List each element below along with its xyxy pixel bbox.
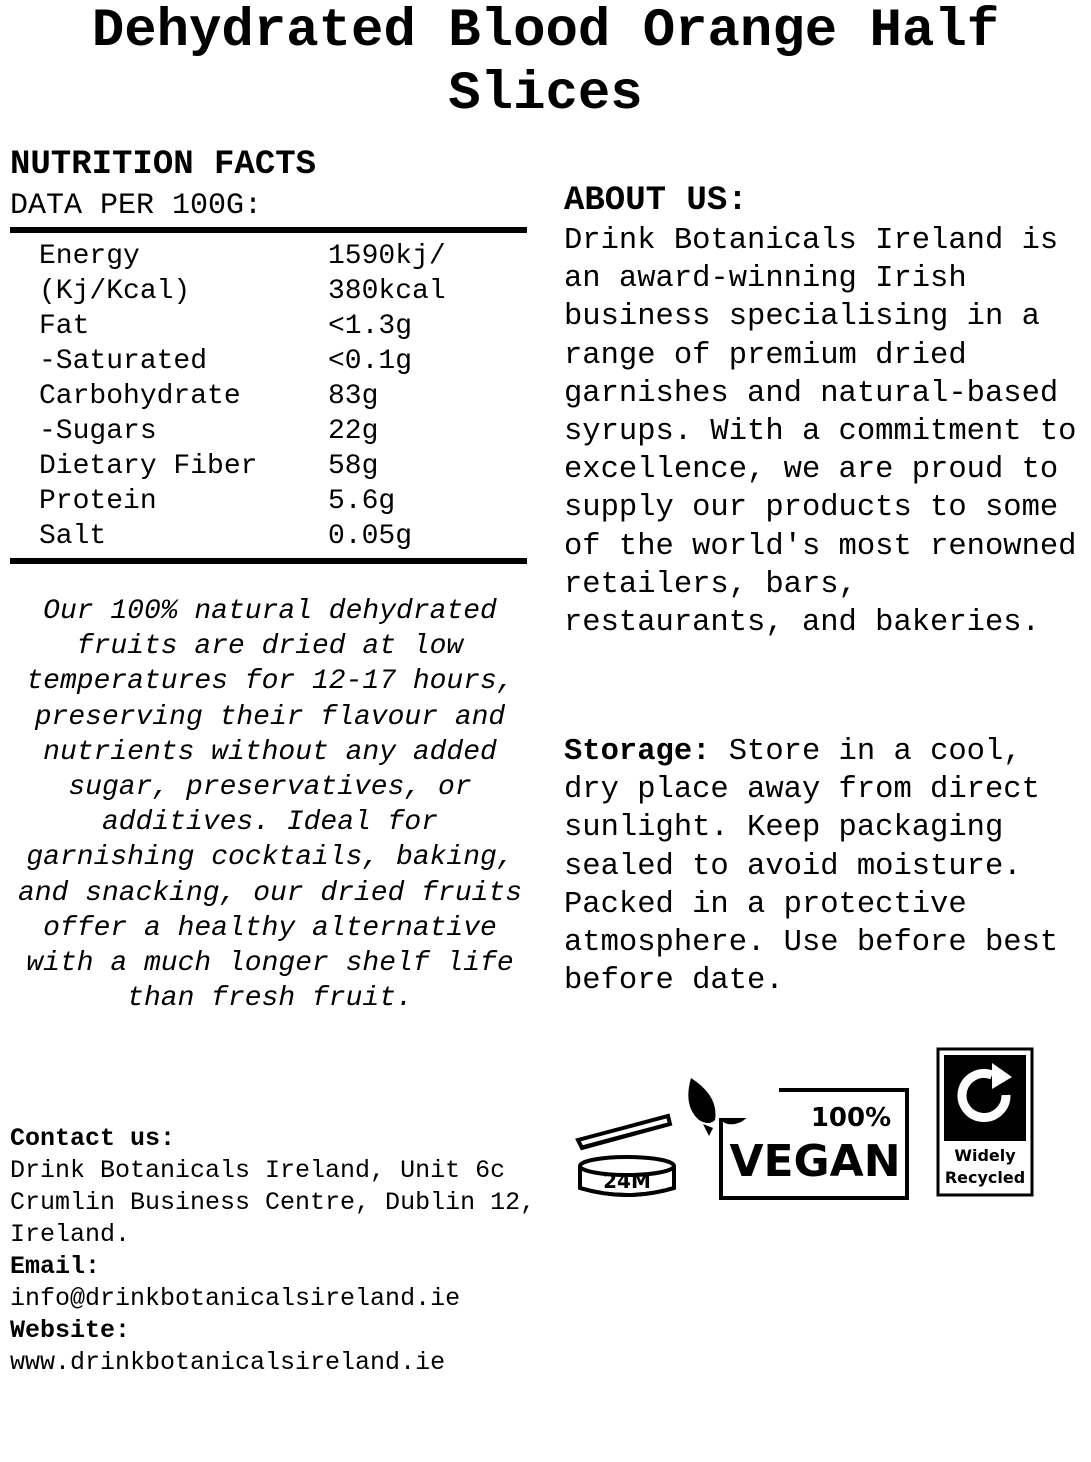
nutrient-name: Carbohydrate xyxy=(39,381,241,412)
nutrition-table xyxy=(10,227,527,564)
certification-icons xyxy=(560,1040,1080,1220)
product-title: Dehydrated Blood Orange Half Slices xyxy=(91,1,1000,125)
contact-address: Drink Botanicals Ireland, Unit 6c Crumlin Business Centre, Dublin 12, Ireland. xyxy=(10,1156,536,1249)
nutrition-row xyxy=(10,379,527,414)
about-text: Drink Botanicals Ireland is an award-winning Irish business specialising in a range of premium dried garnishes and natural-based syrups. With a commitment to excellence, we are proud to supply our products to some of the world's most renowned retailers, bars, restaurants, and bakeries. xyxy=(564,224,1077,641)
nutrition-row xyxy=(10,344,527,379)
nutrition-row xyxy=(10,414,527,449)
vegan-percent: 100% xyxy=(810,1103,892,1133)
nutrient-name: -Sugars xyxy=(39,416,157,447)
nutrient-value: 1590kj/ xyxy=(328,241,446,272)
recycle-badge xyxy=(936,1047,1036,1199)
nutrient-name: Energy xyxy=(39,241,140,272)
nutrient-value: 58g xyxy=(328,451,379,482)
nutrient-name: Protein xyxy=(39,486,157,517)
nutrition-row xyxy=(10,309,527,344)
nutrient-value: <1.3g xyxy=(328,311,413,342)
pao-label: 24M xyxy=(603,1169,651,1193)
vegan-badge xyxy=(685,1076,910,1206)
open-jar-icon xyxy=(572,1098,682,1218)
contact-label: Contact us: xyxy=(10,1124,176,1153)
nutrition-row xyxy=(10,519,527,554)
nutrition-heading: NUTRITION FACTS xyxy=(10,146,317,184)
storage-label: Storage: xyxy=(564,735,711,769)
vegan-label: VEGAN xyxy=(729,1136,901,1187)
nutrient-value: 22g xyxy=(328,416,379,447)
recycle-line2: Recycled xyxy=(944,1168,1026,1187)
website-label: Website: xyxy=(10,1316,131,1345)
product-description: Our 100% natural dehydrated fruits are dried at low temperatures for 12-17 hours, preserving their flavour and nutrients without any added sugar, preservatives, or additives. Ideal for garnishing cocktails, baking, and snacking, our dried fruits offer a healthy alternative with a much longer shelf life than fresh fruit. xyxy=(17,596,523,1015)
storage-block xyxy=(564,733,1084,1000)
nutrient-name: Fat xyxy=(39,311,90,342)
about-heading: ABOUT US: xyxy=(564,182,748,220)
storage-text: Store in a cool, dry place away from direct sunlight. Keep packaging sealed to avoid moisture. Packed in a protective atmosphere. Use before best before date. xyxy=(564,735,1059,999)
nutrition-row xyxy=(10,449,527,484)
nutrient-value: 5.6g xyxy=(328,486,396,517)
nutrition-row xyxy=(10,274,527,309)
nutrition-per: DATA PER 100G: xyxy=(10,189,263,223)
recycle-line1: Widely xyxy=(954,1146,1016,1165)
nutrient-name: Salt xyxy=(39,521,107,552)
email-label: Email: xyxy=(10,1252,101,1281)
website-link[interactable]: www.drinkbotanicalsireland.ie xyxy=(10,1348,446,1377)
nutrient-value: 83g xyxy=(328,381,379,412)
contact-block xyxy=(10,1123,540,1379)
nutrient-name: Dietary Fiber xyxy=(39,451,258,482)
nutrient-value: <0.1g xyxy=(328,346,413,377)
nutrient-name: -Saturated xyxy=(39,346,208,377)
nutrition-row xyxy=(10,239,527,274)
email-link[interactable]: info@drinkbotanicalsireland.ie xyxy=(10,1284,461,1313)
nutrient-value: 380kcal xyxy=(328,276,446,307)
nutrient-name: (Kj/Kcal) xyxy=(39,276,191,307)
nutrition-row xyxy=(10,484,527,519)
nutrient-value: 0.05g xyxy=(328,521,413,552)
